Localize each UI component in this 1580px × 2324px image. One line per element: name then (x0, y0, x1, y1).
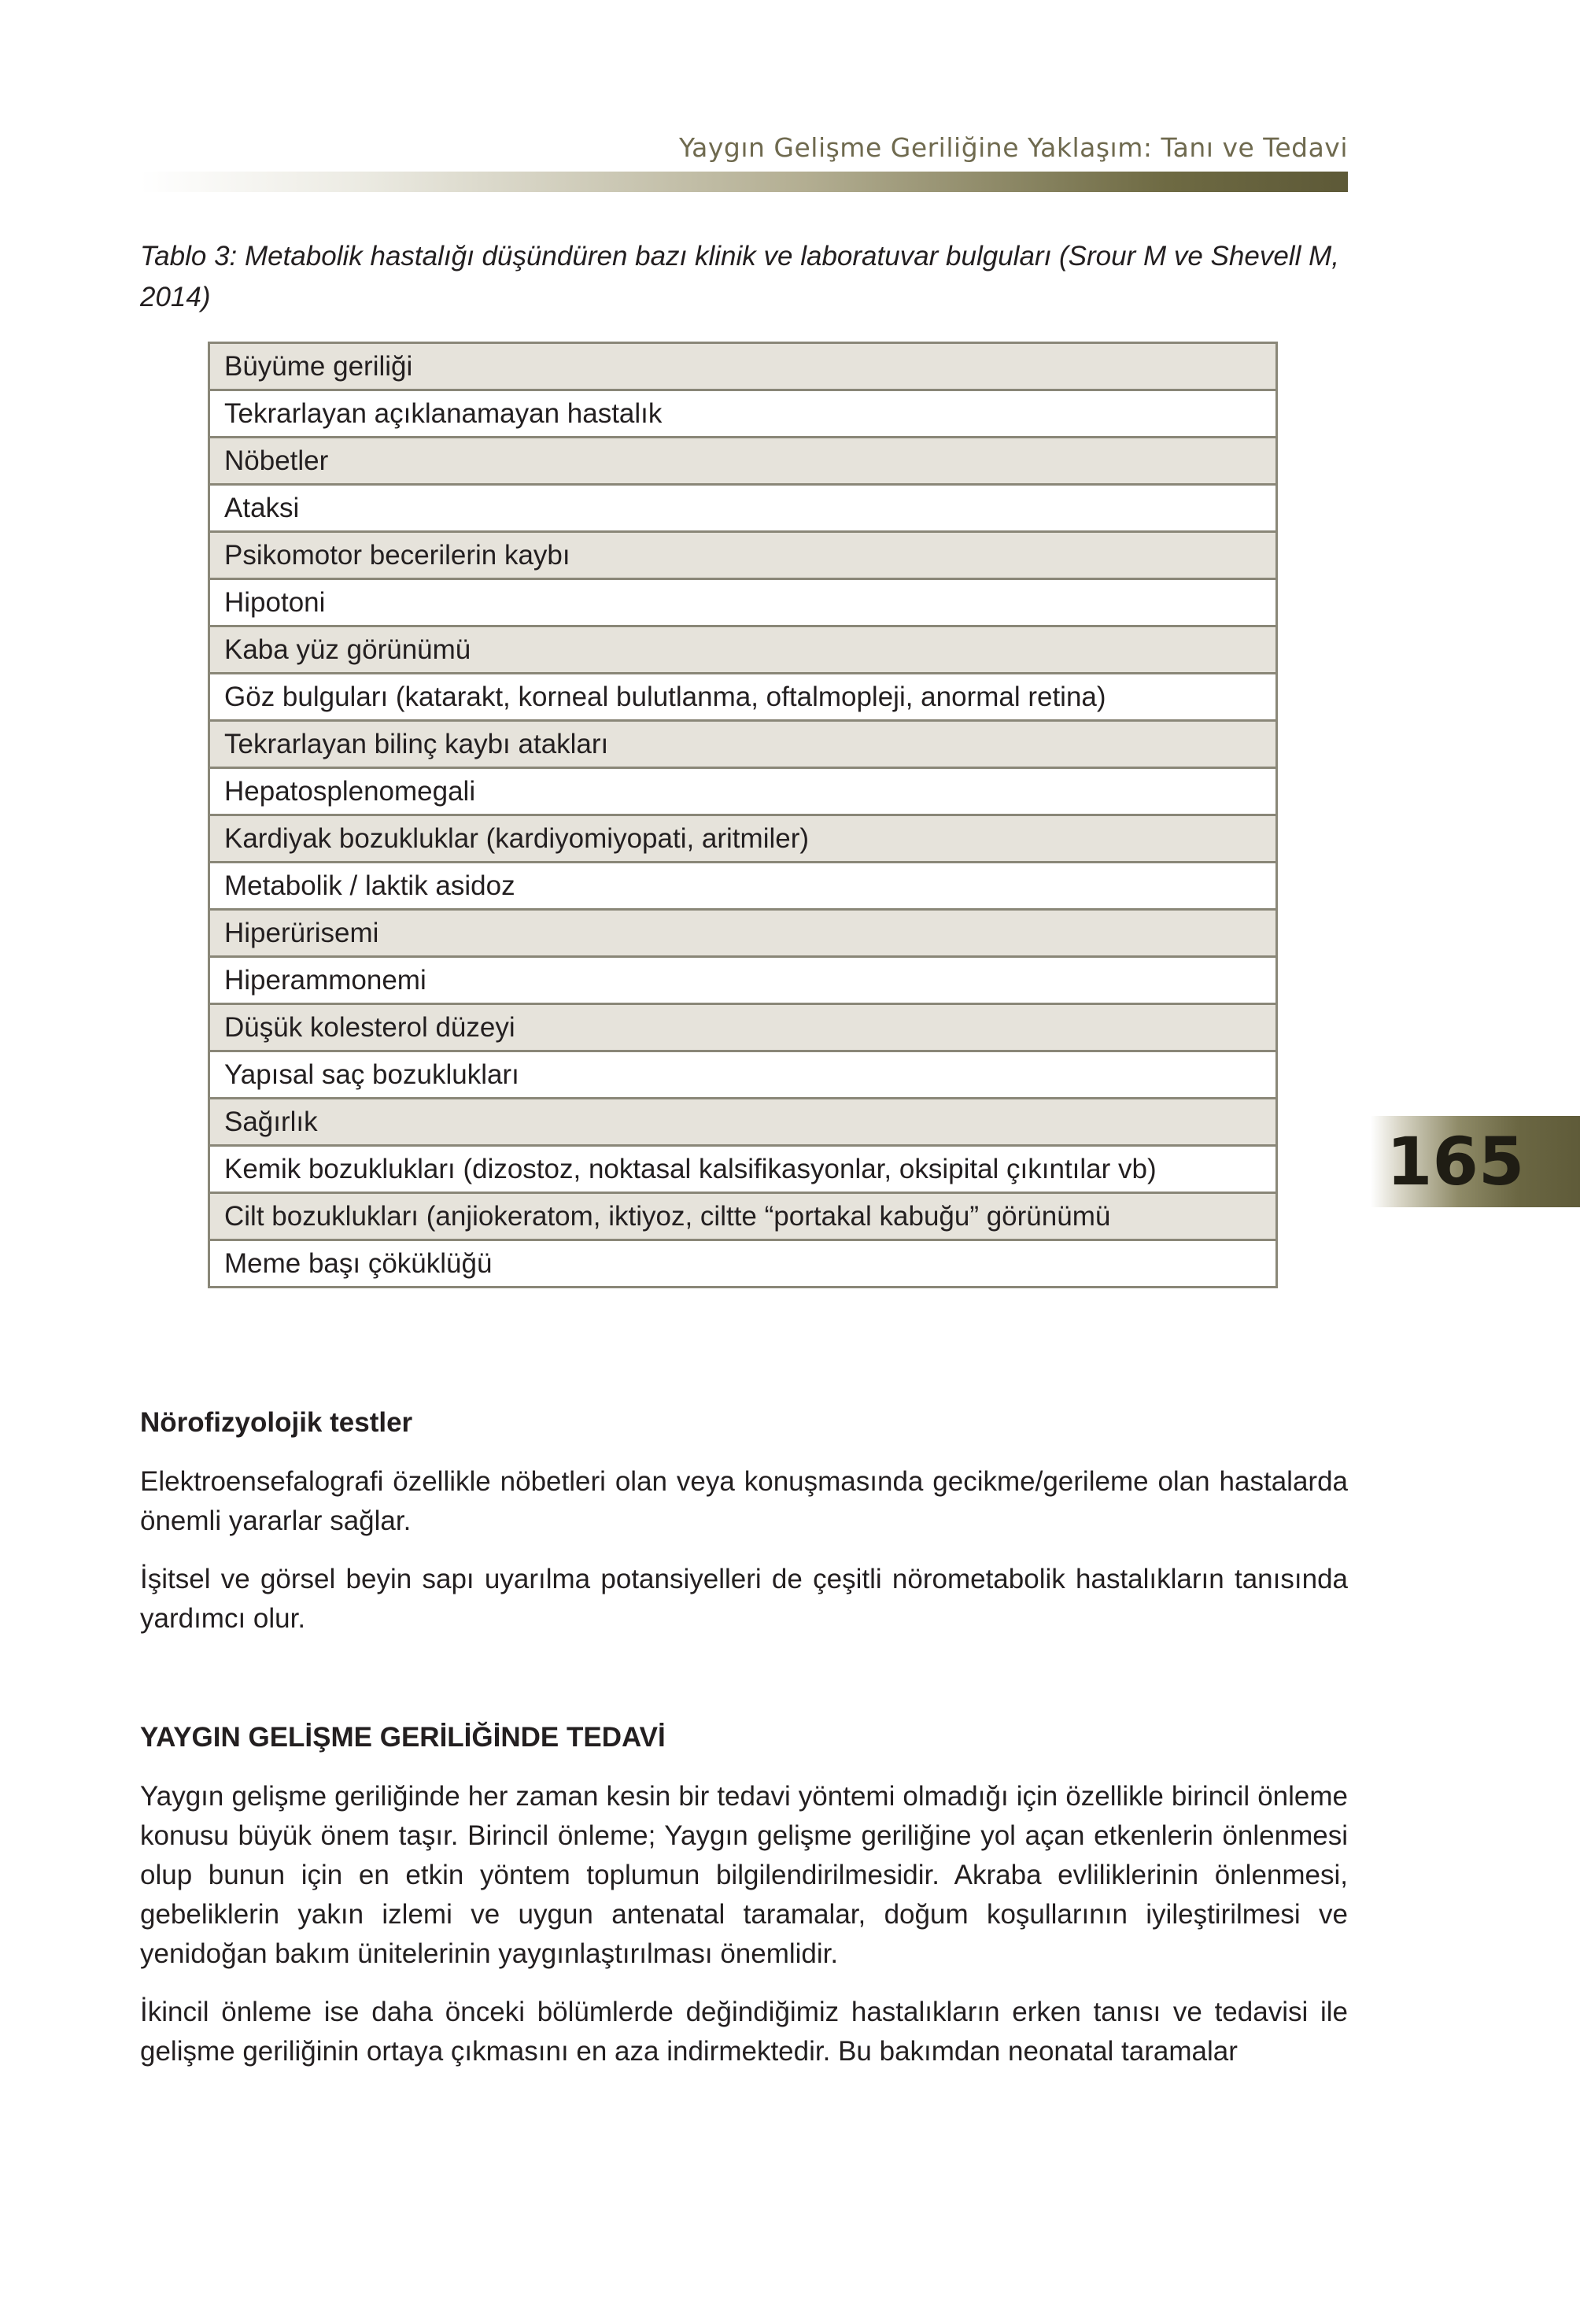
table-cell: Tekrarlayan bilinç kaybı atakları (209, 721, 1277, 768)
page-number: 165 (1386, 1123, 1525, 1200)
table-row (209, 1146, 1277, 1193)
table-cell: Kaba yüz görünümü (209, 626, 1277, 674)
table-row (209, 343, 1277, 390)
paragraph: İkincil önleme ise daha önceki bölümlerde değindiğimiz hastalıkların erken tanısı ve tedavisi ile gelişme geriliğinin ortaya çıkmasını en aza indirmektedir. Bu bakımdan neonatal taramalar (140, 1997, 1348, 2067)
table-cell: Göz bulguları (katarakt, korneal bulutlanma, oftalmopleji, anormal retina) (209, 674, 1277, 721)
table-row (209, 1004, 1277, 1051)
table-row (209, 1099, 1277, 1146)
table-row (209, 626, 1277, 674)
table-row (209, 910, 1277, 957)
table-row (209, 579, 1277, 626)
table-cell: Tekrarlayan açıklanamayan hastalık (209, 390, 1277, 438)
header-rule (140, 172, 1348, 192)
table-cell: Yapısal saç bozuklukları (209, 1051, 1277, 1099)
table-cell: Metabolik / laktik asidoz (209, 863, 1277, 910)
table-cell: Hiperammonemi (209, 957, 1277, 1004)
table-row (209, 815, 1277, 863)
paragraph: Yaygın gelişme geriliğinde her zaman kesin bir tedavi yöntemi olmadığı için özellikle birincil önleme konusu büyük önem taşır. Birincil önleme; Yaygın gelişme geriliğine yol açan etkenlerin önlenmesi olup bunun için en etkin yöntem toplumun bilgilendirilmesidir. Akraba evliliklerinin önlenmesi, gebeliklerin yakın izlemi ve uygun antenatal taramalar, doğum koşullarının iyileştirilmesi ve yenidoğan bakım ünitelerinin yaygınlaştırılması önemlidir. (140, 1781, 1348, 1969)
table-row (209, 532, 1277, 579)
section-heading: YAYGIN GELİŞME GERİLİĞİNDE TEDAVİ (140, 1722, 666, 1753)
table-row (209, 721, 1277, 768)
table-cell: Nöbetler (209, 438, 1277, 485)
table-row (209, 1240, 1277, 1288)
table-cell: Hepatosplenomegali (209, 768, 1277, 815)
running-header-title: Yaygın Gelişme Geriliğine Yaklaşım: Tanı ve Tedavi (679, 132, 1348, 163)
table-cell: Psikomotor becerilerin kaybı (209, 532, 1277, 579)
table-row (209, 438, 1277, 485)
table-cell: Meme başı çöküklüğü (209, 1240, 1277, 1288)
findings-table (208, 342, 1278, 1288)
table-row (209, 485, 1277, 532)
table-cell: Hipotoni (209, 579, 1277, 626)
table-cell: Cilt bozuklukları (anjiokeratom, iktiyoz, ciltte “portakal kabuğu” görünümü (209, 1193, 1277, 1240)
table-row (209, 1051, 1277, 1099)
table-row (209, 1193, 1277, 1240)
table-cell: Ataksi (209, 485, 1277, 532)
treatment-section (140, 1722, 1348, 2071)
table-row (209, 863, 1277, 910)
table-row (209, 768, 1277, 815)
table-cell: Kardiyak bozukluklar (kardiyomiyopati, aritmiler) (209, 815, 1277, 863)
table-caption: Tablo 3: Metabolik hastalığı düşündüren bazı klinik ve laboratuvar bulguları (Srour M ve Shevell M, 2014) (140, 241, 1339, 312)
section-heading: Nörofizyolojik testler (140, 1407, 413, 1438)
table-cell: Düşük kolesterol düzeyi (209, 1004, 1277, 1051)
paragraph: Elektroensefalografi özellikle nöbetleri olan veya konuşmasında gecikme/gerileme olan hastalarda önemli yararlar sağlar. (140, 1466, 1348, 1536)
table-row (209, 957, 1277, 1004)
table-cell: Hiperürisemi (209, 910, 1277, 957)
table-cell: Büyüme geriliği (209, 343, 1277, 390)
neurophysiology-section (140, 1407, 1348, 1639)
table-cell: Kemik bozuklukları (dizostoz, noktasal kalsifikasyonlar, oksipital çıkıntılar vb) (209, 1146, 1277, 1193)
table-row (209, 390, 1277, 438)
table-row (209, 674, 1277, 721)
paragraph: İşitsel ve görsel beyin sapı uyarılma potansiyelleri de çeşitli nörometabolik hastalıkların tanısında yardımcı olur. (140, 1564, 1348, 1634)
table-cell: Sağırlık (209, 1099, 1277, 1146)
